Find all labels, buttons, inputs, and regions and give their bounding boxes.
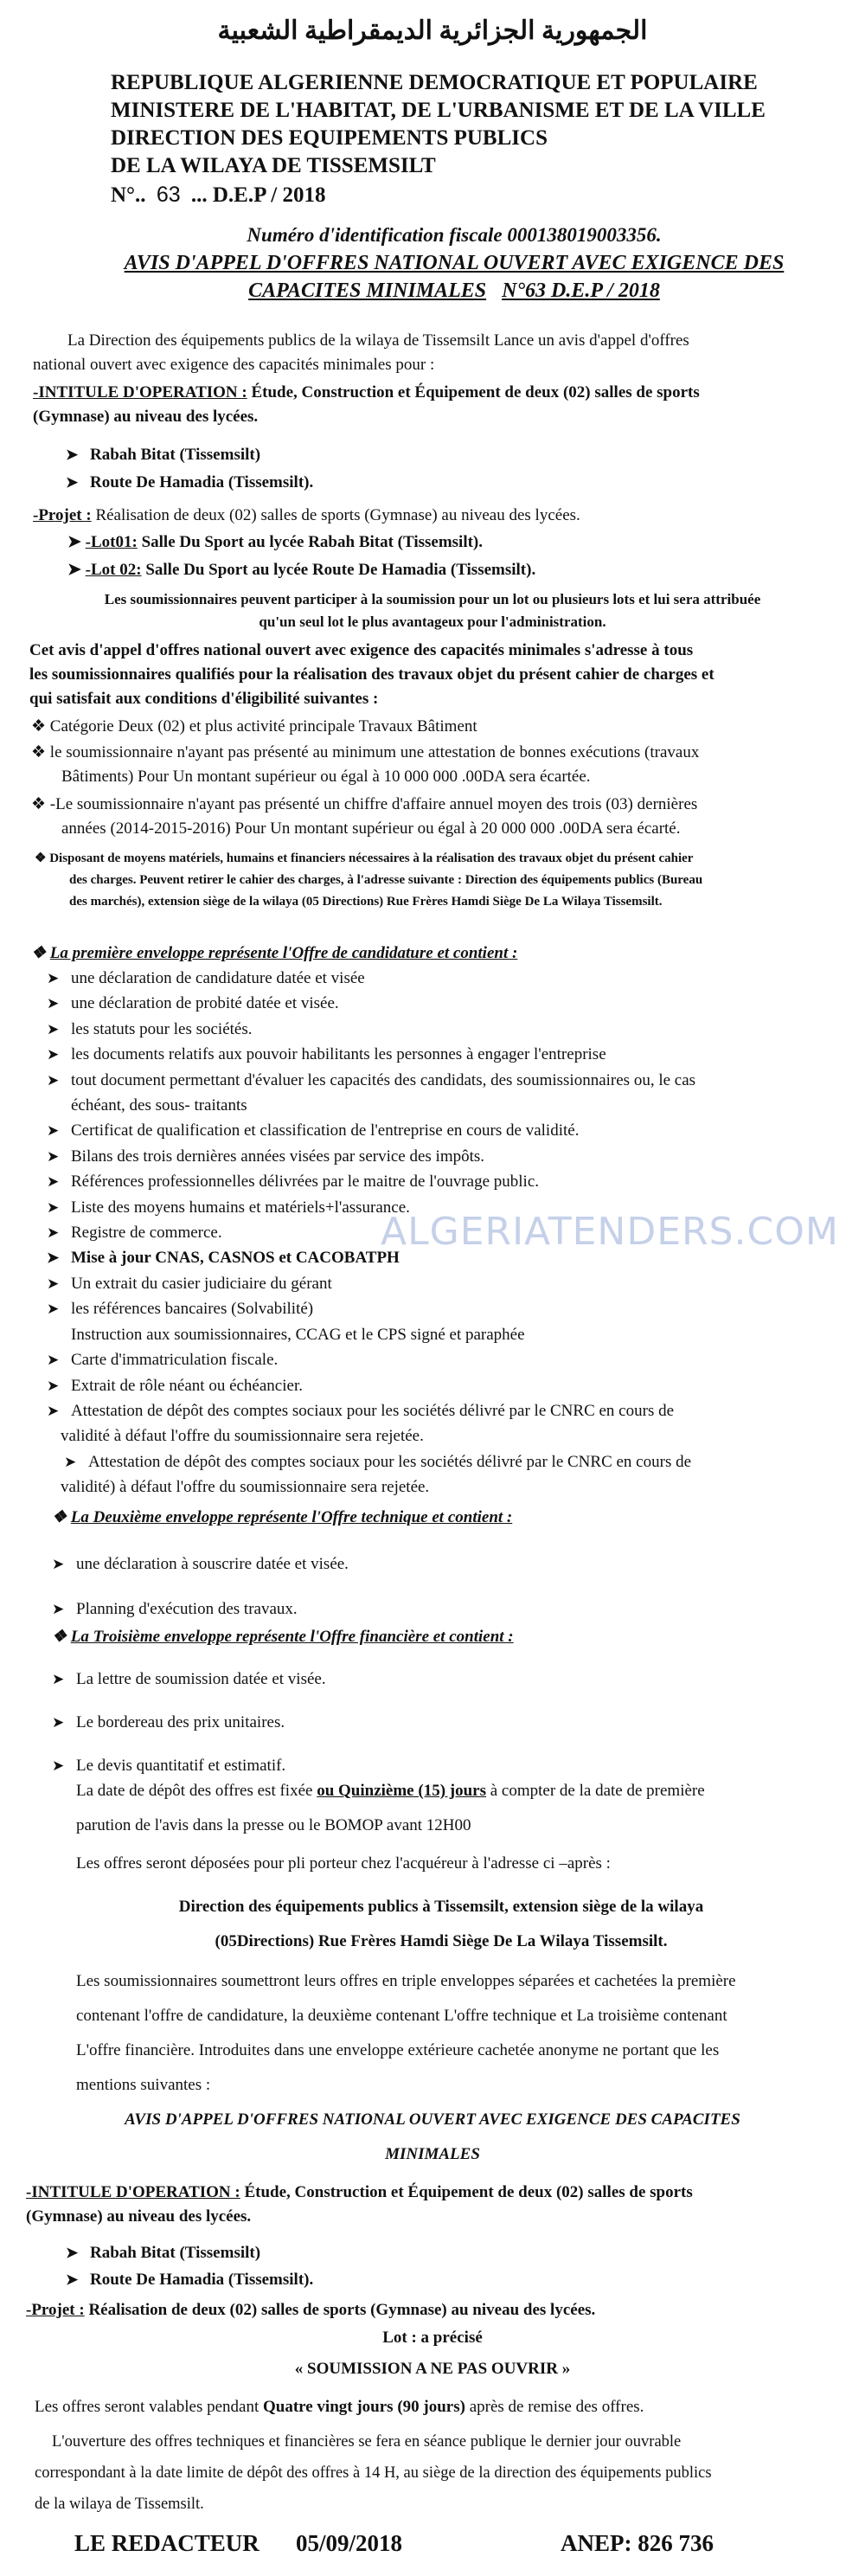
arrow-icon: ➤ xyxy=(47,1020,60,1037)
list-item: ➤ Attestation de dépôt des comptes sociaux pour les sociétés délivré par le CNRC en cours de xyxy=(43,1449,695,1474)
lot2-line: ➤ -Lot 02: Salle Du Sport au lycée Route De Hamadia (Tissemsilt). xyxy=(67,561,536,579)
criterion-moyens: ❖ Disposant de moyens matériels, humains et financiers nécessaires à la réalisation des travaux objet du présent cahier des charges. Peuvent retirer le cahier des charges, à l'adresse suivante : Direction des équipements publics (Bureau des marchés), extension siège de la wilaya (05 Directions) Rue Frères Hamdi Siège De La Wilaya Tissemsilt. xyxy=(35,851,703,909)
projet-text: Réalisation de deux (02) salles de sports (Gymnase) au niveau des lycées. xyxy=(91,506,580,524)
arrow-icon: ➤ xyxy=(47,1377,60,1394)
arrow-icon: ➤ xyxy=(67,561,86,579)
envelope2-title: ❖ La Deuxième enveloppe représente l'Offre technique et contient : xyxy=(52,1508,513,1526)
projet-line xyxy=(33,504,837,528)
wilaya-line: DE LA WILAYA DE TISSEMSILT xyxy=(111,154,436,177)
diamond-bullet-icon: ❖ xyxy=(31,795,50,813)
avis-title-line2 xyxy=(22,277,865,305)
outer-sites xyxy=(62,2239,313,2293)
watermark: ALGERIATENDERS.COM xyxy=(381,1210,839,1254)
intro-paragraph xyxy=(33,329,829,377)
intro-line: national ouvert avec exigence des capacités minimales pour : xyxy=(33,356,435,374)
lot1-line: ➤ -Lot01: Salle Du Sport au lycée Rabah Bitat (Tissemsilt). xyxy=(67,533,484,551)
validity-line: Les offres seront valables pendant Quatre vingt jours (90 jours) après de remise des offres. xyxy=(35,2398,644,2416)
list-item: ➤ Bilans des trois dernières années visées par service des impôts. xyxy=(43,1144,695,1169)
arrow-icon: ➤ xyxy=(52,1671,65,1687)
arrow-icon: ➤ xyxy=(66,474,79,491)
list-item: ➤ les statuts pour les sociétés. xyxy=(43,1017,695,1042)
list-item: ➤ Rabah Bitat (Tissemsilt) xyxy=(62,441,313,469)
list-item: ➤ Rabah Bitat (Tissemsilt) xyxy=(62,2239,313,2266)
deposit-address: Direction des équipements publics à Tissemsilt, extension siège de la wilaya (05Directions) Rue Frères Hamdi Siège De La Wilaya Tissemsilt. xyxy=(178,1898,704,1950)
list-item: ➤ une déclaration de candidature datée et visée xyxy=(43,966,695,991)
list-item: ➤ Attestation de dépôt des comptes sociaux pour les sociétés délivré par le CNRC en cours de xyxy=(43,1398,695,1423)
deposit-date: La date de dépôt des offres est fixée ou Quinzième (15) jours à compter de la date de première parution de l'avis dans la presse ou le BOMOP avant 12H00 xyxy=(76,1782,705,1834)
arrow-icon: ➤ xyxy=(66,446,79,463)
envelope2-list xyxy=(48,1542,349,1632)
list-item: ➤ Carte d'immatriculation fiscale. xyxy=(43,1347,695,1372)
arrow-icon: ➤ xyxy=(47,1147,60,1165)
list-item: ➤ les références bancaires (Solvabilité) xyxy=(43,1296,695,1321)
outer-projet: -Projet : Réalisation de deux (02) salles de sports (Gymnase) au niveau des lycées. xyxy=(26,2301,596,2319)
envelope3-list xyxy=(48,1658,326,1788)
ministry-line: MINISTERE DE L'HABITAT, DE L'URBANISME ET DE LA VILLE xyxy=(111,99,766,122)
operation-text-cont: (Gymnase) au niveau des lycées. xyxy=(33,408,259,426)
avis-title-number: N°63 D.E.P / 2018 xyxy=(502,279,660,302)
eligibility-intro: Cet avis d'appel d'offres national ouvert avec exigence des capacités minimales s'adresse à tous les soumissionnaires qualifiés pour la réalisation des travaux objet du présent cahier de charges et qui satisfait aux conditions d'éligibilité suivantes : xyxy=(29,641,714,708)
arrow-icon: ➤ xyxy=(47,1402,60,1419)
arrow-icon: ➤ xyxy=(47,1198,60,1216)
arrow-icon: ➤ xyxy=(67,533,86,551)
envelope3-title: ❖ La Troisième enveloppe représente l'Offre financière et contient : xyxy=(52,1628,514,1646)
redacteur-label: LE REDACTEUR xyxy=(74,2530,260,2556)
operation-section xyxy=(33,381,837,429)
avis-title-capacites: CAPACITES MINIMALES xyxy=(248,279,487,302)
soumission-note: Les soumissionnaires peuvent participer à la soumission pour un lot ou plusieurs lots et lui sera attribuée qu'un seul lot le plus avantageux pour l'administration. xyxy=(104,591,761,630)
criterion-category: ❖ Catégorie Deux (02) et plus activité principale Travaux Bâtiment xyxy=(31,717,477,736)
list-item: ➤ Mise à jour CNAS, CASNOS et CACOBATPH xyxy=(43,1245,695,1270)
arrow-icon: ➤ xyxy=(47,1046,60,1063)
diamond-bullet-icon: ❖ xyxy=(52,1508,71,1526)
anep-number: ANEP: 826 736 xyxy=(561,2530,714,2556)
list-item: validité à défaut l'offre du soumissionnaire sera rejetée. xyxy=(61,1427,424,1446)
operation-text: Étude, Construction et Équipement de deux (02) salles de sports xyxy=(247,383,700,401)
diamond-bullet-icon: ❖ xyxy=(31,944,50,962)
direction-line: DIRECTION DES EQUIPEMENTS PUBLICS xyxy=(111,126,548,150)
diamond-bullet-icon: ❖ xyxy=(35,851,50,865)
arrow-icon: ➤ xyxy=(47,1224,60,1242)
list-item: ➤ Références professionnelles délivrées par le maitre de l'ouvrage public. xyxy=(43,1169,695,1194)
arrow-icon: ➤ xyxy=(47,1173,60,1191)
ref-number: 63 xyxy=(156,183,181,207)
criterion-attestation: ❖ le soumissionnaire n'ayant pas présenté au minimum une attestation de bonnes exécutions (travaux Bâtiments) Pour Un montant supérieur ou égal à 10 000 000 .00DA sera écartée. xyxy=(31,743,700,786)
list-item: ➤ les documents relatifs aux pouvoir habilitants les personnes à engager l'entreprise xyxy=(43,1042,695,1067)
diamond-bullet-icon: ❖ xyxy=(31,717,50,736)
list-item: ➤ Registre de commerce. xyxy=(43,1220,695,1245)
envelope1-title: ❖ La première enveloppe représente l'Offre de candidature et contient : xyxy=(31,944,518,962)
arabic-title: الجمهورية الجزائرية الديمقراطية الشعبية xyxy=(217,16,648,45)
operation-label: -INTITULE D'OPERATION : xyxy=(33,383,247,401)
outer-lot: Lot : a précisé xyxy=(382,2329,483,2347)
operation-sites xyxy=(62,441,313,497)
intro-line: La Direction des équipements publics de la wilaya de Tissemsilt Lance un avis d'appel d'offres xyxy=(67,331,689,350)
arrow-icon: ➤ xyxy=(52,1601,65,1617)
avis-title-line1: AVIS D'APPEL D'OFFRES NATIONAL OUVERT AVEC EXIGENCE DES xyxy=(124,252,785,274)
ref-suffix: ... D.E.P / 2018 xyxy=(190,183,326,207)
arrow-icon: ➤ xyxy=(47,1122,60,1140)
arrow-icon: ➤ xyxy=(52,1556,65,1572)
arrow-icon: ➤ xyxy=(47,1301,60,1318)
arrow-icon: ➤ xyxy=(64,1453,77,1470)
arrow-icon: ➤ xyxy=(52,1714,65,1731)
list-item: ➤ Planning d'exécution des travaux. xyxy=(48,1587,349,1632)
list-item: ➤ Le bordereau des prix unitaires. xyxy=(48,1701,326,1744)
list-item: ➤ Route De Hamadia (Tissemsilt). xyxy=(62,2266,313,2293)
arrow-icon: ➤ xyxy=(47,1071,60,1089)
outer-title: AVIS D'APPEL D'OFFRES NATIONAL OUVERT AVEC EXIGENCE DES CAPACITES MINIMALES xyxy=(125,2110,740,2163)
arrow-icon: ➤ xyxy=(66,2271,79,2288)
projet-label: -Projet : xyxy=(33,506,92,524)
diamond-bullet-icon: ❖ xyxy=(31,743,50,761)
arrow-icon: ➤ xyxy=(47,1275,60,1292)
list-item: ➤ une déclaration de probité datée et visée. xyxy=(43,991,695,1016)
ref-prefix: N°.. xyxy=(111,183,146,207)
list-item: ➤ Liste des moyens humains et matériels+l'assurance. xyxy=(43,1195,695,1220)
criterion-chiffre-affaire: ❖ -Le soumissionnaire n'ayant pas présenté un chiffre d'affaire annuel moyen des trois (03) dernières années (2014-2015-2016) Pour Un montant supérieur ou égal à 20 000 000 .00DA sera écarté. xyxy=(31,795,698,838)
arrow-icon: ➤ xyxy=(47,995,60,1012)
list-item: ➤ Extrait de rôle néant ou échéancier. xyxy=(43,1373,695,1398)
list-item: ➤ Un extrait du casier judiciaire du gérant xyxy=(43,1271,695,1296)
arrow-icon: ➤ xyxy=(47,1352,60,1369)
arrow-icon: ➤ xyxy=(52,1757,65,1774)
arrow-icon: ➤ xyxy=(47,1249,60,1267)
list-item: Instruction aux soumissionnaires, CCAG et le CPS signé et paraphée xyxy=(71,1325,525,1344)
list-item: ➤ une déclaration à souscrire datée et visée. xyxy=(48,1542,349,1587)
reference-number xyxy=(111,181,325,209)
list-item: ➤ tout document permettant d'évaluer les capacités des candidats, des soumissionnaires ou, le cas xyxy=(43,1068,695,1093)
list-item: ➤ La lettre de soumission datée et visée. xyxy=(48,1658,326,1701)
outer-operation: -INTITULE D'OPERATION : Étude, Construction et Équipement de deux (02) salles de sports (Gymnase) au niveau des lycées. xyxy=(26,2183,693,2226)
list-item: validité) à défaut l'offre du soumissionnaire sera rejetée. xyxy=(61,1478,430,1497)
deposit-instruction: Les offres seront déposées pour pli porteur chez l'acquéreur à l'adresse ci –après : xyxy=(76,1854,611,1873)
list-item: ➤ Le devis quantitatif et estimatif. xyxy=(48,1744,326,1788)
envelope-instructions: Les soumissionnaires soumettront leurs offres en triple enveloppes séparées et cachetées la première contenant l'offre de candidature, la deuxième contenant L'offre technique et La troisième contenant L'offre financière. Introduites dans une enveloppe extérieure cachetée anonyme ne portant que les mentions suivantes : xyxy=(76,1972,736,2094)
arrow-icon: ➤ xyxy=(47,970,60,986)
republic-line: REPUBLIQUE ALGERIENNE DEMOCRATIQUE ET POPULAIRE xyxy=(111,71,758,94)
fiscal-id: Numéro d'identification fiscale 000138019003356. xyxy=(247,224,662,246)
footer-date: 05/09/2018 xyxy=(296,2530,403,2556)
list-item: échéant, des sous- traitants xyxy=(71,1096,247,1115)
list-item: ➤ Route De Hamadia (Tissemsilt). xyxy=(62,469,313,497)
opening-paragraph: L'ouverture des offres techniques et financières se fera en séance publique le dernier jour ouvrable correspondant à la date limite de dépôt des offres à 14 H, au siège de la direction des équipements publics de la wilaya de Tissemsilt. xyxy=(35,2433,712,2513)
ne-pas-ouvrir: « SOUMISSION A NE PAS OUVRIR » xyxy=(294,2360,571,2378)
diamond-bullet-icon: ❖ xyxy=(52,1628,71,1646)
list-item: ➤ Certificat de qualification et classification de l'entreprise en cours de validité. xyxy=(43,1118,695,1143)
arrow-icon: ➤ xyxy=(66,2245,79,2261)
